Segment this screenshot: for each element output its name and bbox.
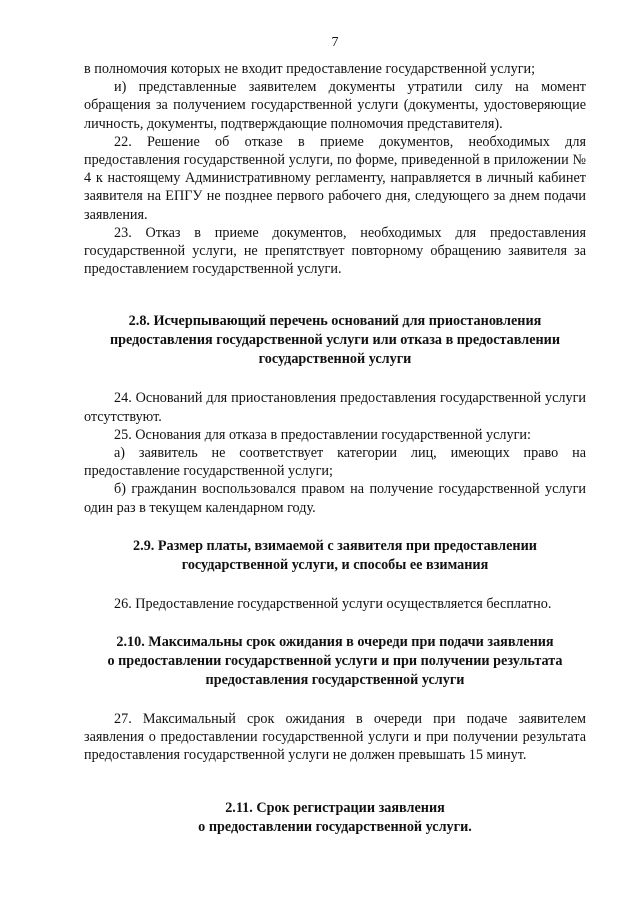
section-heading-2-8 [84,312,586,369]
heading-line: предоставления государственной услуги [205,672,465,689]
paragraph-continuation: в полномочия которых не входит предоставление государственной услуги; [84,61,536,77]
heading-line: государственной услуги [258,351,412,368]
heading-line: 2.10. Максимальны срок ожидания в очереди при подачи заявления [116,634,554,651]
section-heading-2-9 [84,537,586,575]
page-number: 7 [331,35,339,50]
heading-line: о предоставлении государственной услуги и при получении результата [107,653,563,670]
document-page [84,0,586,905]
section-heading-2-10 [84,633,586,690]
heading-line: государственной услуги, и способы ее взимания [181,556,489,573]
paragraph-27: 27. Максимальный срок ожидания в очереди при подаче заявителем заявления о предоставлении государственной услуги и при получении результата предоставления государственной услуги не должен превышать 15 минут. [84,711,586,764]
heading-line: 2.11. Срок регистрации заявления [225,799,445,816]
heading-line: о предоставлении государственной услуги. [198,818,472,835]
paragraph-item-b: б) гражданин воспользовался правом на получение государственной услуги один раз в текущем календарном году. [84,481,586,516]
paragraph-23: 23. Отказ в приеме документов, необходимых для предоставления государственной услуги, не препятствует повторному обращению заявителя за предоставлением государственной услуги. [84,224,586,278]
paragraph-26: 26. Предоставление государственной услуги осуществляется бесплатно. [114,595,552,612]
section-heading-2-11 [84,799,586,837]
heading-line: 2.9. Размер платы, взимаемой с заявителя при предоставлении [133,537,537,554]
paragraph-24: 24. Оснований для приостановления предоставления государственной услуги отсутствуют. [84,390,586,425]
paragraph-25: 25. Основания для отказа в предоставлении государственной услуги: [114,426,531,443]
paragraph-22: 22. Решение об отказе в приеме документов, необходимых для предоставления государственной услуги, по форме, приведенной в приложении № 4 к настоящему Административному регламенту, направляется в личный кабинет заявителя на ЕПГУ не позднее первого рабочего дня, следующего за днем подачи заявления. [84,133,586,223]
paragraph-item-i: и) представленные заявителем документы утратили силу на момент обращения за получением государственной услуги (документы, удостоверяющие личность, документы, подтверждающие полномочия представителя). [84,79,586,132]
heading-line: предоставления государственной услуги или отказа в предоставлении [109,332,561,349]
document-body [84,60,586,837]
heading-line: 2.8. Исчерпывающий перечень оснований для приостановления [128,313,542,330]
paragraph-item-a: а) заявитель не соответствует категории лиц, имеющих право на предоставление государственной услуги; [84,445,586,480]
